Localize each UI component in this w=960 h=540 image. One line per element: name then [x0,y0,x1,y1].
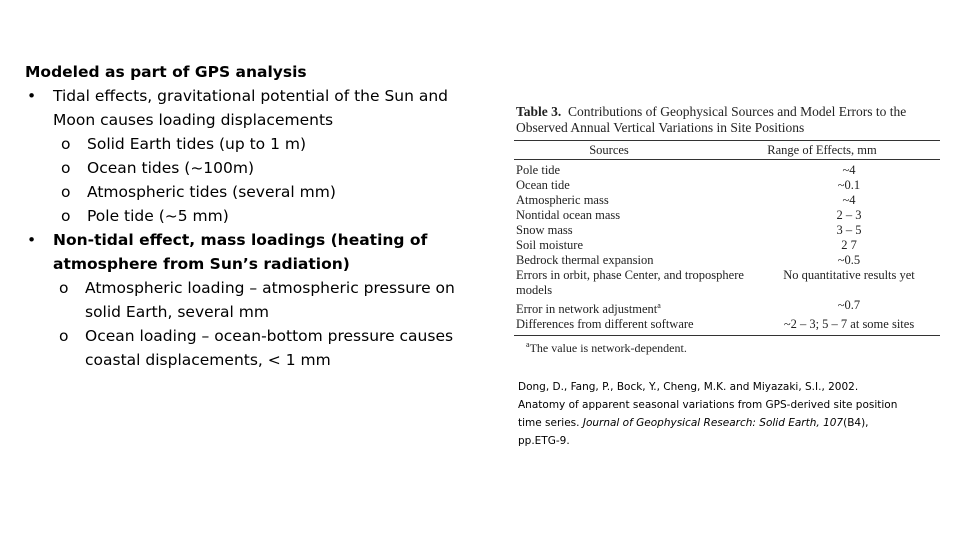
table-row [514,163,940,178]
cell-source: Errors in orbit, phase Center, and troposphere models [516,268,744,297]
bullet-text: Tidal effects, gravitational potential of the Sun and Moon causes loading displacements [53,87,449,129]
cell-source: Bedrock thermal expansion [516,253,654,267]
cell-source: Snow mass [516,223,573,237]
bullet-tidal [25,84,485,132]
header-sources: Sources [589,143,629,157]
table-row [514,298,940,317]
cell-range: ~4 [842,193,856,207]
table-figure [514,104,940,356]
sub-text: Ocean tides (~100m) [87,159,255,177]
cell-range: ~2 – 3; 5 – 7 at some sites [783,317,915,332]
cell-range: ~4 [842,163,856,177]
table-row [514,238,940,253]
cell-range: No quantitative results yet [783,268,915,282]
cell-range: 2 7 [841,238,857,252]
table-row [514,317,940,332]
text-column [25,60,485,372]
section-heading: Modeled as part of GPS analysis [25,63,307,81]
table-header-rule [514,159,940,160]
cell-source: Ocean tide [516,178,570,192]
cell-source: Soil moisture [516,238,584,252]
bullet-non-tidal [25,228,485,276]
sub-text: Ocean loading – ocean-bottom pressure causes coastal displacements, < 1 mm [85,327,454,369]
citation-rest: (B4), pp.ETG-9. [518,417,869,447]
cell-range: ~0.7 [837,298,861,312]
bullet-mark: • [27,231,37,249]
sub-mark: o [61,207,71,225]
footnote-mark: a [526,340,530,350]
cell-source: Nontidal ocean mass [516,208,621,222]
sub-text: Pole tide (~5 mm) [87,207,229,225]
table-title-text: Contributions of Geophysical Sources and Model Errors to the Observed Annual Vertical Variations in Site Positions [516,104,907,135]
citation-journal: Journal of Geophysical Research: Solid Earth, [582,417,820,429]
bullet-text: Non-tidal effect, mass loadings (heating of atmosphere from Sun’s radiation) [53,231,428,273]
sub-bullet-atmospheric-tides [25,180,485,204]
table-row [514,208,940,223]
citation-authors: Dong, D., Fang, P., Bock, Y., Cheng, M.K. and Miyazaki, S.I., 2002. Anatomy of apparent seasonal variations from GPS-derived site position time series. [518,381,898,429]
header-range: Range of Effects, mm [767,143,877,157]
table-row [514,268,940,298]
sub-bullet-ocean-tides [25,156,485,180]
sub-mark: o [61,159,71,177]
cell-source: Atmospheric mass [516,193,609,207]
citation-volume: 107 [823,417,844,429]
table-label: Table 3. [516,104,562,119]
table-title [514,104,940,136]
table-bottom-rule [514,335,940,336]
sub-bullet-pole-tide [25,204,485,228]
cell-range: ~0.1 [837,178,861,192]
sub-mark: o [59,279,69,297]
cell-range: ~0.5 [837,253,861,267]
sub-bullet-atmospheric-loading [25,276,485,324]
cell-source: Pole tide [516,163,561,177]
table-row [514,223,940,238]
sub-text: Atmospheric loading – atmospheric pressure on solid Earth, several mm [85,279,455,321]
cell-range: 3 – 5 [836,223,862,237]
table-row [514,253,940,268]
data-table [514,163,940,332]
footnote-ref: a [657,301,661,310]
cell-source: Differences from different software [516,317,694,332]
sub-bullet-solid-earth [25,132,485,156]
footnote-text: The value is network-dependent. [529,341,687,356]
sub-bullet-ocean-loading [25,324,485,372]
sub-text: Solid Earth tides (up to 1 m) [87,135,307,153]
bullet-mark: • [27,87,37,105]
cell-source-text: Error in network adjustment [516,302,658,317]
cell-range: 2 – 3 [836,208,862,222]
sub-text: Atmospheric tides (several mm) [87,183,336,201]
citation [518,378,908,450]
table-header [514,141,940,159]
sub-mark: o [61,135,71,153]
table-row [514,193,940,208]
sub-mark: o [59,327,69,345]
sub-mark: o [61,183,71,201]
cell-source [514,298,758,317]
table-row [514,178,940,193]
table-footnote [514,340,940,356]
